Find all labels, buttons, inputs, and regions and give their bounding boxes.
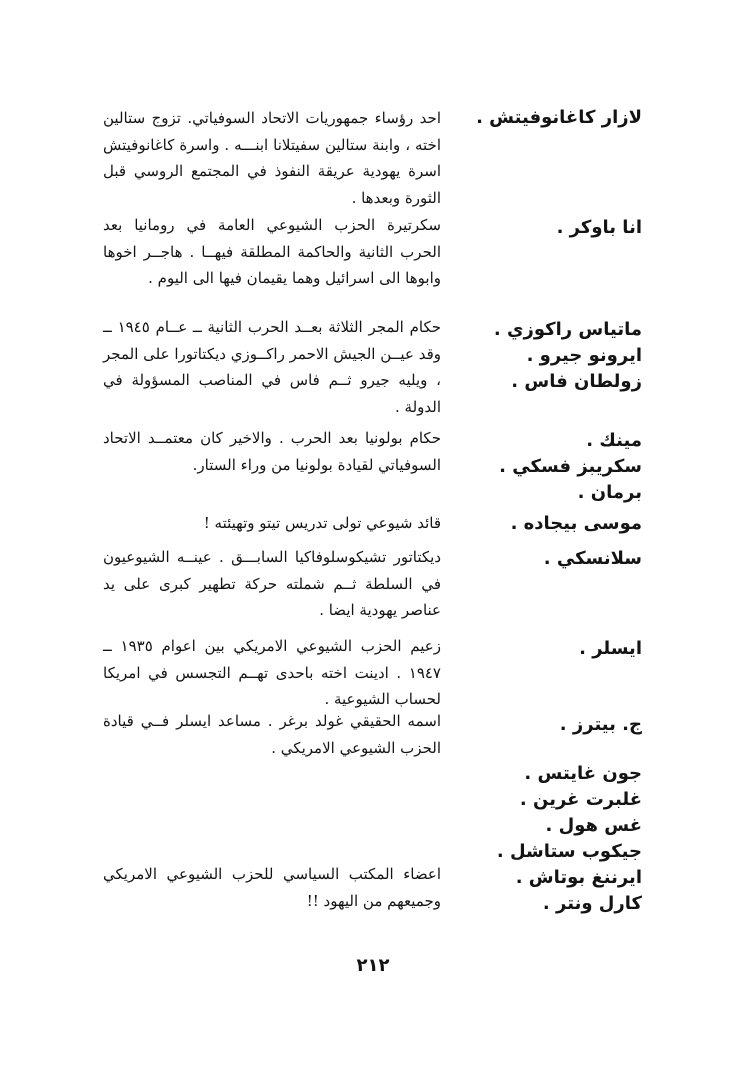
page-number: ٢١٢ xyxy=(356,955,390,976)
entry-description: احد رؤساء جمهوريات الاتحاد السوفياتي. تزوج ستالين اخته ، وابنة ستالين سفيتلانا ابنـــه . واسرة كاغانوفيتش اسرة يهودية عريقة النفوذ في المجتمع الروسي قبل الثورة وبعدها . xyxy=(103,109,441,207)
entry-description: اعضاء المكتب السياسي للحزب الشيوعي الامريكي وجميعهم من اليهود !! xyxy=(103,865,441,910)
entry-names xyxy=(442,317,642,395)
person-name: لازار كاغانوفيتش . xyxy=(476,107,642,128)
person-name: مينك . xyxy=(586,430,642,451)
entry-names xyxy=(442,636,642,662)
entry-description: اسمه الحقيقي غولد برغر . مساعد ايسلر فــي قيادة الحزب الشيوعي الامريكي . xyxy=(103,712,441,757)
entry-description: ديكتاتور تشيكوسلوفاكيا السابـــق . عينــه الشيوعيون في السلطة ثــم شملته حركة تطهير كبرى على يد عناصر يهودية ايضا . xyxy=(103,548,441,619)
entry-names xyxy=(442,215,642,241)
person-name: برمان . xyxy=(577,482,642,503)
entry-names xyxy=(442,761,642,917)
person-name: ايسلر . xyxy=(579,638,642,659)
entry-names xyxy=(442,712,642,738)
person-name: انا باوكر . xyxy=(556,217,642,238)
person-name: زولطان فاس . xyxy=(511,371,642,392)
entry-description: سكرتيرة الحزب الشيوعي العامة في رومانيا بعد الحرب الثانية والحاكمة المطلقة فيهــا . هاجــر اخوها وابوها الى اسرائيل وهما يقيمان فيها الى اليوم . xyxy=(103,216,441,287)
person-name: ج. بيترز . xyxy=(559,714,642,735)
person-name: غس هول . xyxy=(545,815,642,836)
person-name: موسى بيجاده . xyxy=(510,513,642,534)
person-name: ايرننغ بوتاش . xyxy=(515,867,642,888)
person-name: سكريبز فسكي . xyxy=(499,456,642,477)
person-name: كارل ونتر . xyxy=(542,893,642,914)
entry-description: زعيم الحزب الشيوعي الامريكي بين اعوام ١٩٣٥ ــ ١٩٤٧ . ادينت اخته باحدى تهــم التجسس في امريكا لحساب الشيوعية . xyxy=(103,637,441,708)
entry-names xyxy=(442,546,642,572)
entry-description: حكام المجر الثلاثة بعــد الحرب الثانية ــ عــام ١٩٤٥ ــ وقد عيــن الجيش الاحمر راكــوزي ديكتاتورا على المجر ، ويليه جيرو ثــم فاس في المناصب المسؤولة في الدولة . xyxy=(103,318,441,416)
person-name: ايرونو جيرو . xyxy=(526,345,642,366)
entry-description: قائد شيوعي تولى تدريس تيتو وتهيئته ! xyxy=(203,514,441,532)
person-name: سلانسكي . xyxy=(543,548,642,569)
person-name: جيكوب ستاشل . xyxy=(496,841,642,862)
person-name: جون غايتس . xyxy=(524,763,642,784)
person-name: ماتياس راكوزي . xyxy=(493,319,642,340)
entry-names xyxy=(442,428,642,506)
entry-names xyxy=(442,105,642,131)
person-name: غلبرت غرين . xyxy=(519,789,642,810)
entry-names xyxy=(442,511,642,537)
entry-description: حكام بولونيا بعد الحرب . والاخير كان معتمــد الاتحاد السوفياتي لقيادة بولونيا من وراء الستار. xyxy=(103,429,441,474)
